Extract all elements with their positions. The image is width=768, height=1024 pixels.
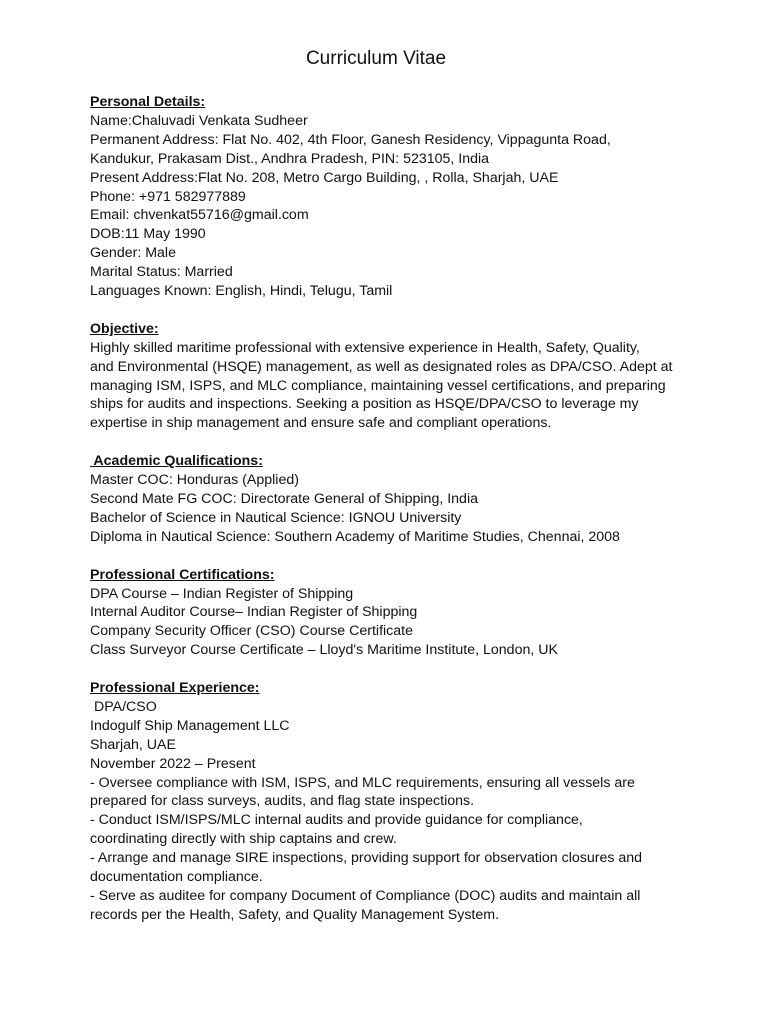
experience-duty-line: - Serve as auditee for company Document of Compliance (DOC) audits and maintain all (90, 888, 641, 904)
experience-duty-line: coordinating directly with ship captains and crew. (90, 831, 397, 848)
objective-line: and Environmental (HSQE) management, as well as designated roles as DPA/CSO. Adept at (90, 358, 673, 375)
academic-qualifications-heading: Academic Qualifications: (90, 453, 263, 470)
objective-heading: Objective: (90, 320, 159, 337)
experience-duty-line: - Oversee compliance with ISM, ISPS, and MLC requirements, ensuring all vessels are (90, 774, 635, 791)
certifications-heading: Professional Certifications: (90, 566, 275, 583)
certification-item: Company Security Officer (CSO) Course Certificate (90, 623, 413, 640)
academic-item: Second Mate FG COC: Directorate General of Shipping, India (90, 491, 478, 507)
experience-duty-line: - Arrange and manage SIRE inspections, providing support for observation closures and (90, 850, 643, 867)
experience-duty-line: prepared for class surveys, audits, and flag state inspections. (90, 793, 475, 810)
personal-present-address: Present Address:Flat No. 208, Metro Cargo Building, , Rolla, Sharjah, UAE (90, 169, 559, 186)
objective-line: managing ISM, ISPS, and MLC compliance, maintaining vessel certifications, and preparing (90, 377, 666, 394)
personal-name: Name:Chaluvadi Venkata Sudheer (90, 112, 308, 129)
personal-details-section (90, 93, 690, 301)
experience-dates: November 2022 – Present (90, 755, 256, 772)
certifications-section (90, 566, 690, 661)
document-body (90, 93, 690, 944)
experience-duty-line: - Conduct ISM/ISPS/MLC internal audits and provide guidance for compliance, (90, 812, 583, 829)
academic-qualifications-section (90, 452, 690, 547)
personal-permanent-address-line-1: Permanent Address: Flat No. 402, 4th Floor, Ganesh Residency, Vippagunta Road, (90, 131, 611, 148)
certification-item: Class Surveyor Course Certificate – Lloyd's Maritime Institute, London, UK (90, 642, 558, 659)
academic-item: Diploma in Nautical Science: Southern Academy of Maritime Studies, Chennai, 2008 (90, 528, 620, 545)
personal-gender: Gender: Male (90, 245, 176, 262)
personal-permanent-address-line-2: Kandukur, Prakasam Dist., Andhra Pradesh, PIN: 523105, India (90, 150, 490, 167)
personal-details-heading: Personal Details: (90, 94, 206, 110)
experience-duty-line: documentation compliance. (90, 869, 263, 886)
objective-line: ships for audits and inspections. Seeking a position as HSQE/DPA/CSO to leverage my (90, 396, 639, 413)
experience-location: Sharjah, UAE (90, 736, 176, 753)
experience-company: Indogulf Ship Management LLC (90, 717, 290, 734)
experience-role: DPA/CSO (90, 698, 157, 715)
experience-duty-line: records per the Health, Safety, and Quality Management System. (90, 906, 500, 923)
personal-marital-status: Marital Status: Married (90, 264, 233, 281)
document-title: Curriculum Vitae (305, 48, 447, 69)
certification-item: Internal Auditor Course– Indian Register of Shipping (90, 604, 418, 621)
certification-item: DPA Course – Indian Register of Shipping (90, 585, 354, 602)
academic-item: Master COC: Honduras (Applied) (90, 472, 299, 489)
objective-line: expertise in ship management and ensure safe and compliant operations. (90, 415, 552, 432)
objective-line: Highly skilled maritime professional with extensive experience in Health, Safety, Quality, (90, 339, 640, 356)
experience-heading: Professional Experience: (90, 680, 260, 697)
personal-languages: Languages Known: English, Hindi, Telugu, Tamil (90, 283, 393, 300)
personal-dob: DOB:11 May 1990 (90, 226, 206, 243)
personal-email: Email: chvenkat55716@gmail.com (90, 207, 309, 224)
personal-phone: Phone: +971 582977889 (90, 188, 246, 205)
academic-item: Bachelor of Science in Nautical Science: IGNOU University (90, 509, 462, 526)
experience-section (90, 679, 690, 925)
objective-section (90, 320, 690, 433)
